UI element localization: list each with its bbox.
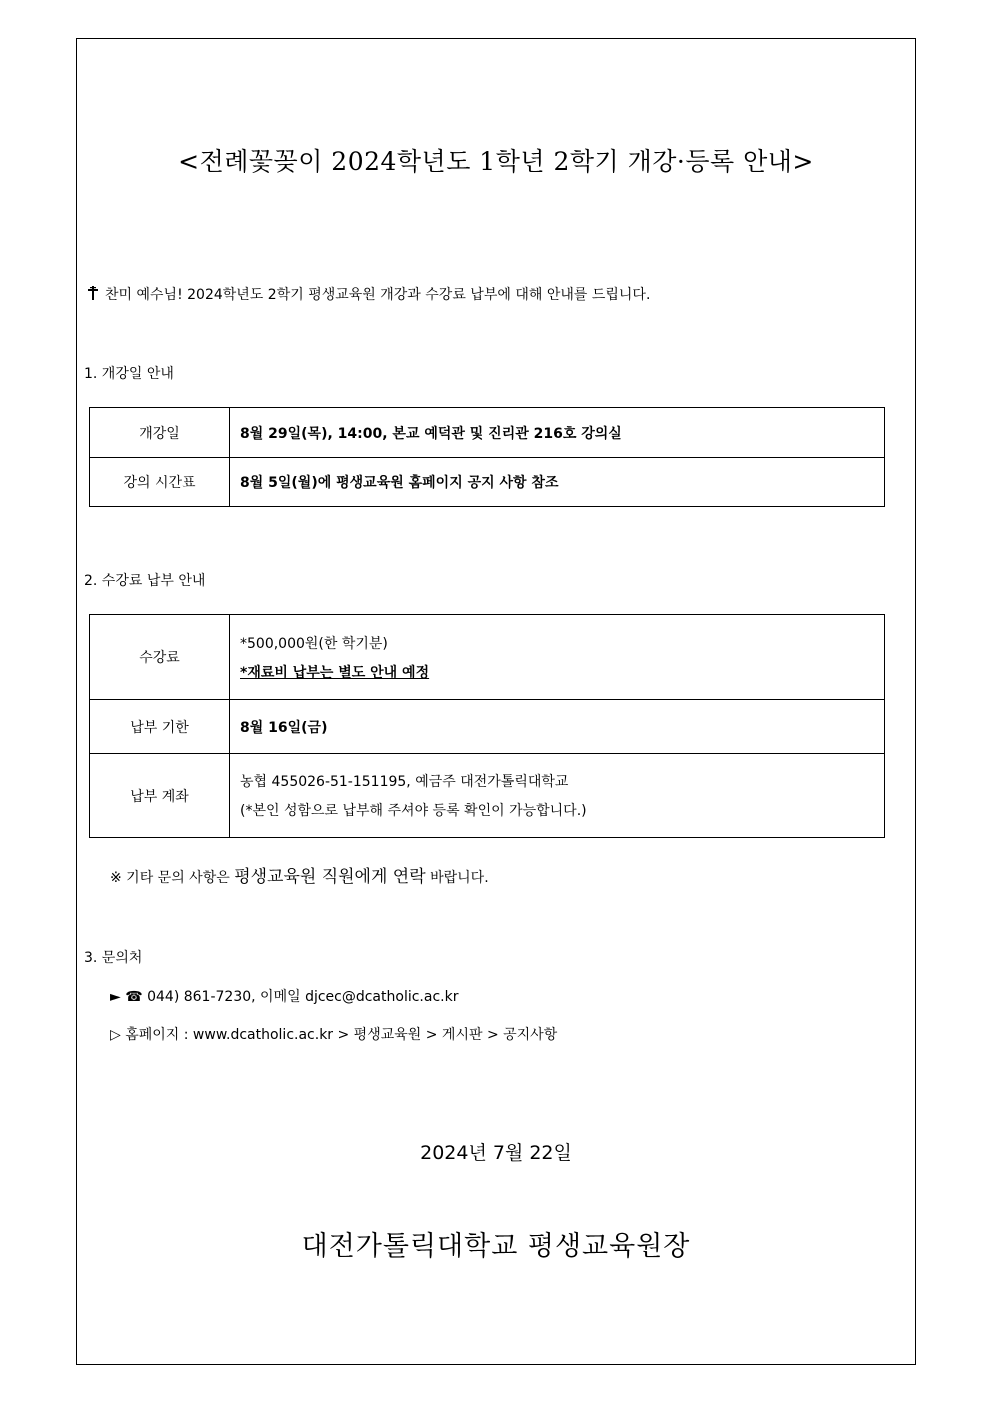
table-row	[90, 754, 885, 838]
phone-email-line: ► ☎ 044) 861-7230, 이메일 djcec@dcatholic.ac.kr	[110, 989, 459, 1005]
intro-line	[87, 284, 650, 304]
note-prefix: ※ 기타 문의 사항은	[110, 870, 230, 886]
table-row	[90, 700, 885, 754]
fee-table	[89, 614, 885, 838]
table-row	[90, 408, 885, 458]
account-value	[230, 754, 885, 838]
section1-heading: 1. 개강일 안내	[84, 366, 174, 382]
timetable-label: 강의 시간표	[90, 458, 230, 507]
section3-heading: 3. 문의처	[84, 950, 143, 966]
fee-label: 수강료	[90, 615, 230, 700]
signatory: 대전가톨릭대학교 평생교육원장	[301, 1231, 691, 1262]
intro-text: 찬미 예수님! 2024학년도 2학기 평생교육원 개강과 수강료 납부에 대해 안내를 드립니다.	[105, 287, 651, 303]
document-date: 2024년 7월 22일	[420, 1142, 572, 1164]
timetable-value: 8월 5일(월)에 평생교육원 홈페이지 공지 사항 참조	[230, 458, 885, 507]
opening-date-label: 개강일	[90, 408, 230, 458]
table-row	[90, 458, 885, 507]
opening-date-value: 8월 29일(목), 14:00, 본교 예덕관 및 진리관 216호 강의실	[230, 408, 885, 458]
fee-amount: *500,000원(한 학기분)	[240, 635, 388, 652]
account-note: (*본인 성함으로 납부해 주셔야 등록 확인이 가능합니다.)	[240, 803, 587, 819]
document-title: <전례꽃꽂이 2024학년도 1학년 2학기 개강·등록 안내>	[178, 147, 814, 176]
note-suffix: 바랍니다.	[430, 870, 489, 886]
material-fee-note: *재료비 납부는 별도 안내 예정	[240, 664, 430, 681]
deadline-label: 납부 기한	[90, 700, 230, 754]
account-number: 농협 455026-51-151195, 예금주 대전가톨릭대학교	[240, 774, 569, 790]
deadline-value: 8월 16일(금)	[230, 700, 885, 754]
section2-heading: 2. 수강료 납부 안내	[84, 573, 206, 589]
inquiry-note	[110, 862, 489, 887]
table-row	[90, 615, 885, 700]
account-label: 납부 계좌	[90, 754, 230, 838]
note-emphasis: 평생교육원 직원에게 연락	[234, 867, 426, 887]
cross-icon	[87, 286, 105, 303]
homepage-line: ▷ 홈페이지 : www.dcatholic.ac.kr > 평생교육원 > 게시판 > 공지사항	[110, 1027, 558, 1043]
opening-table	[89, 407, 885, 507]
fee-value	[230, 615, 885, 700]
